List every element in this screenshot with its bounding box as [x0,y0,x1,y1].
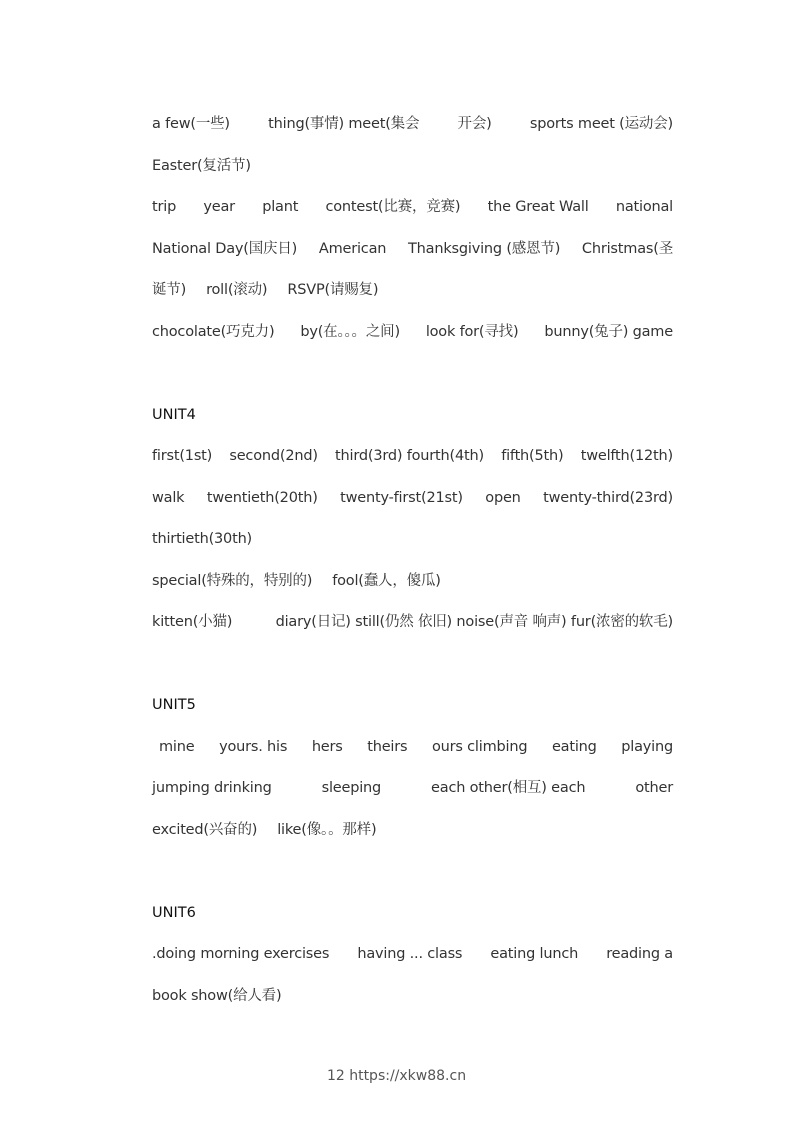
vocab-line [152,976,673,1018]
vocab-item: bunny(兔子) game [544,323,673,340]
vocab-item: 诞节) [152,282,187,298]
vocab-item: excited(兴奋的) [152,821,258,838]
vocab-item: kitten(小猫) [152,614,233,630]
vocab-item: by(在。。。之间) [300,323,400,340]
vocab-item: fool(蠢人，傻瓜) [332,572,441,589]
vocab-item: thing(事情) meet(集会 [268,116,420,132]
vocab-item: 开会) [457,116,492,132]
vocab-item: first(1st) [152,448,213,464]
vocab-item: roll(滚动) [206,282,268,298]
vocab-item: twenty-third(23rd) [543,489,673,506]
vocab-item: fifth(5th) [501,448,564,464]
vocab-line [152,768,673,810]
vocab-item: contest(比赛，竞赛) [325,199,461,215]
vocab-item: ours climbing [431,738,528,755]
vocab-item: national [615,199,673,215]
unit-heading: UNIT4 [152,406,196,423]
vocab-item: look for(寻找) [425,323,519,340]
vocab-item: .doing morning exercises [152,946,330,962]
vocab-line [152,104,673,146]
vocab-item: a few(一些) [152,116,230,132]
vocab-line [152,478,673,520]
vocab-line [152,312,673,354]
unit-heading: UNIT5 [152,697,196,713]
document-body [152,104,673,1017]
vocab-line [152,934,673,976]
vocab-item: twenty-first(21st) [340,489,463,506]
vocab-item: trip [152,199,177,215]
vocab-item: twentieth(20th) [206,489,318,506]
vocab-item: second(2nd) [229,448,318,464]
vocab-item: like(像。。那样) [277,821,377,838]
vocab-item: having ... class [357,946,463,962]
vocab-item: Easter(复活节) [152,157,251,174]
vocab-item: special(特殊的，特别的) [152,572,313,589]
vocab-item: third(3rd) fourth(4th) [335,448,484,464]
vocab-line [152,270,673,312]
vocab-item: Christmas(圣 [581,240,673,257]
vocab-item: reading a [606,946,673,962]
vocab-item: thirtieth(30th) [152,531,253,547]
vocab-item: Thanksgiving (感恩节) [408,240,561,257]
vocab-item: National Day(国庆日) [152,240,298,257]
vocab-line [152,187,673,229]
unit-heading: UNIT6 [152,904,196,921]
spacer [152,644,673,686]
vocab-item: other [635,780,673,796]
vocab-item: eating [551,738,597,755]
vocab-item: RSVP(请赐复) [287,282,379,298]
vocab-item: hers [311,738,343,755]
vocab-item: open [485,489,521,506]
vocab-item: chocolate(巧克力) [152,323,275,340]
vocab-item: theirs [367,738,408,755]
vocab-item: each other(相互) each [431,780,586,796]
vocab-line [152,561,673,603]
vocab-item: walk [152,489,185,506]
page-footer: 12 https://xkw88.cn [326,1068,467,1084]
vocab-item: American [318,240,387,257]
vocab-line [152,436,673,478]
vocab-item: playing [621,738,673,755]
vocab-item: jumping drinking [152,780,272,796]
vocab-line [152,229,673,271]
vocab-item: diary(日记) still(仍然 依旧) noise(声音 响声) fur(浓密的软毛) [275,614,673,630]
vocab-item: sports meet (运动会) [529,116,673,132]
vocab-item: mine [159,738,195,755]
vocab-item: eating lunch [490,946,579,962]
vocab-item: book show(给人看) [152,987,282,1004]
vocab-line [152,727,673,769]
vocab-line [152,146,673,188]
spacer [152,353,673,395]
vocab-line [152,519,673,561]
vocab-line [152,602,673,644]
vocab-item: sleeping [321,780,382,796]
spacer [152,851,673,893]
vocab-item: the Great Wall [487,199,589,215]
vocab-item: twelfth(12th) [580,448,673,464]
vocab-item: plant [262,199,299,215]
vocab-item: year [203,199,235,215]
vocab-line [152,810,673,852]
vocab-item: yours. his [219,738,288,755]
